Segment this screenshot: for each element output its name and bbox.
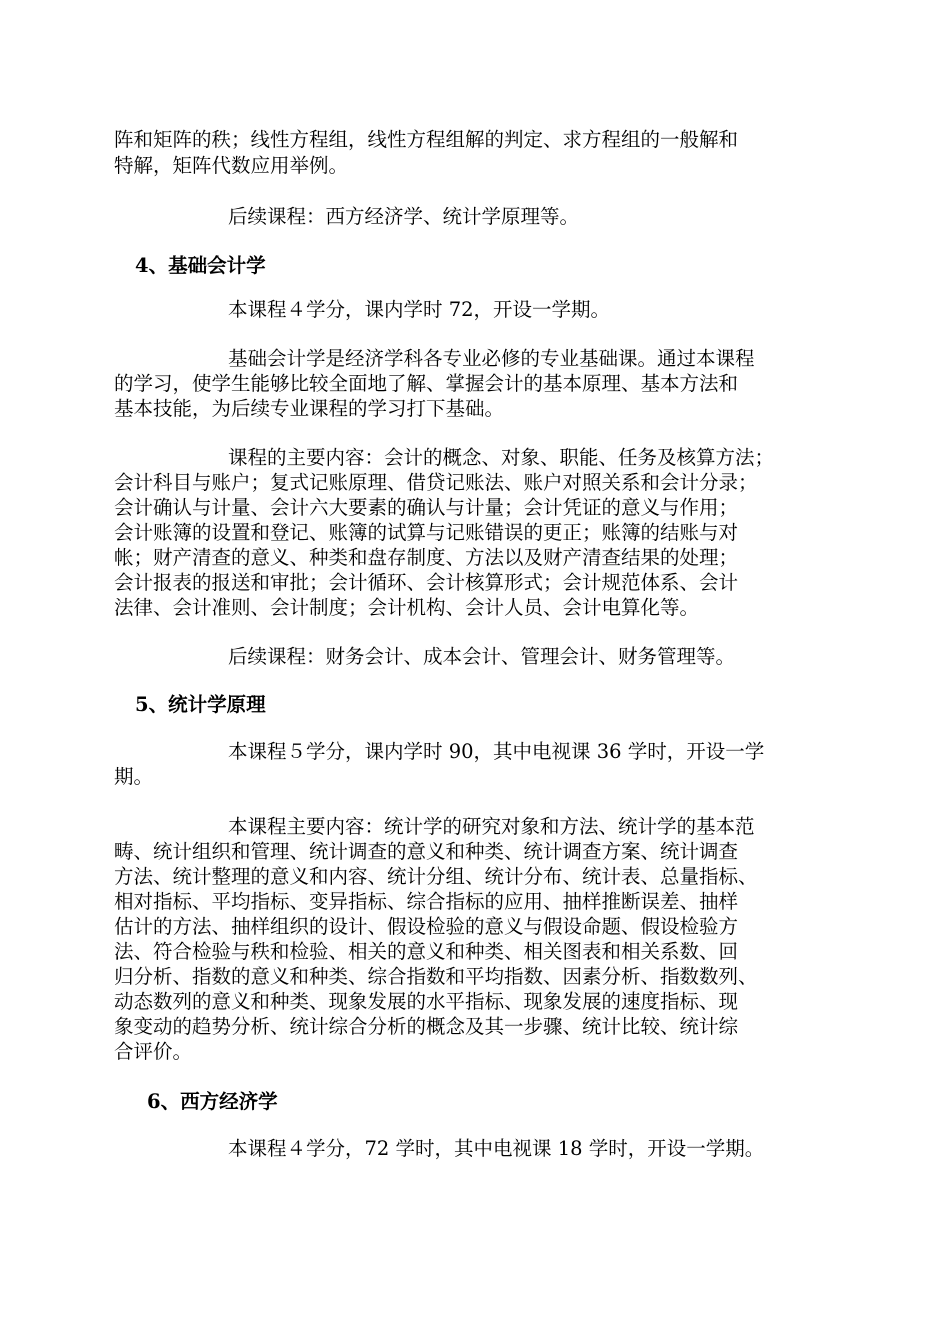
paragraph-line: 畴、统计组织和管理、统计调查的意义和种类、统计调查方案、统计调查 <box>114 840 739 863</box>
paragraph-line: 方法、统计整理的意义和内容、统计分组、统计分布、统计表、总量指标、 <box>114 865 758 888</box>
paragraph-line: 课程的主要内容：会计的概念、对象、职能、任务及核算方法； <box>228 446 775 469</box>
follow-up-courses: 后续课程：西方经济学、统计学原理等。 <box>228 205 580 228</box>
paragraph-line: 基础会计学是经济学科各专业必修的专业基础课。通过本课程 <box>228 347 755 370</box>
paragraph-line: 法律、会计准则、会计制度；会计机构、会计人员、会计电算化等。 <box>114 596 700 619</box>
paragraph-line: 法、符合检验与秩和检验、相关的意义和种类、相关图表和相关系数、回 <box>114 940 739 963</box>
paragraph-line: 合评价。 <box>114 1040 193 1063</box>
section-heading: 6、西方经济学 <box>147 1090 278 1113</box>
paragraph-line: 特解，矩阵代数应用举例。 <box>114 154 349 177</box>
paragraph-line: 帐；财产清查的意义、种类和盘存制度、方法以及财产清查结果的处理； <box>114 546 739 569</box>
paragraph-line: 相对指标、平均指标、变异指标、综合指标的应用、抽样推断误差、抽样 <box>114 890 739 913</box>
paragraph-line: 的学习，使学生能够比较全面地了解、掌握会计的基本原理、基本方法和 <box>114 372 739 395</box>
course-credits: 期。 <box>114 765 154 788</box>
paragraph-line: 估计的方法、抽样组织的设计、假设检验的意义与假设命题、假设检验方 <box>114 915 739 938</box>
course-credits: 本课程４学分，72 学时，其中电视课 18 学时，开设一学期。 <box>228 1137 765 1160</box>
paragraph-line: 象变动的趋势分析、统计综合分析的概念及其一步骤、统计比较、统计综 <box>114 1015 739 1038</box>
section-heading: 4、基础会计学 <box>135 254 266 277</box>
follow-up-courses: 后续课程：财务会计、成本会计、管理会计、财务管理等。 <box>228 645 736 668</box>
paragraph-line: 基本技能，为后续专业课程的学习打下基础。 <box>114 397 505 420</box>
section-heading: 5、统计学原理 <box>135 693 266 716</box>
paragraph-line: 会计科目与账户；复式记账原理、借贷记账法、账户对照关系和会计分录； <box>114 471 758 494</box>
course-credits: 本课程５学分，课内学时 90，其中电视课 36 学时，开设一学 <box>228 740 765 763</box>
paragraph-line: 阵和矩阵的秩；线性方程组，线性方程组解的判定、求方程组的一般解和 <box>114 128 739 151</box>
paragraph-line: 动态数列的意义和种类、现象发展的水平指标、现象发展的速度指标、现 <box>114 990 739 1013</box>
paragraph-line: 本课程主要内容：统计学的研究对象和方法、统计学的基本范 <box>228 815 755 838</box>
paragraph-line: 归分析、指数的意义和种类、综合指数和平均指数、因素分析、指数数列、 <box>114 965 758 988</box>
paragraph-line: 会计账簿的设置和登记、账簿的试算与记账错误的更正；账簿的结账与对 <box>114 521 739 544</box>
paragraph-line: 会计确认与计量、会计六大要素的确认与计量；会计凭证的意义与作用； <box>114 496 739 519</box>
paragraph-line: 会计报表的报送和审批；会计循环、会计核算形式；会计规范体系、会计 <box>114 571 739 594</box>
course-credits: 本课程４学分，课内学时 72，开设一学期。 <box>228 298 611 321</box>
